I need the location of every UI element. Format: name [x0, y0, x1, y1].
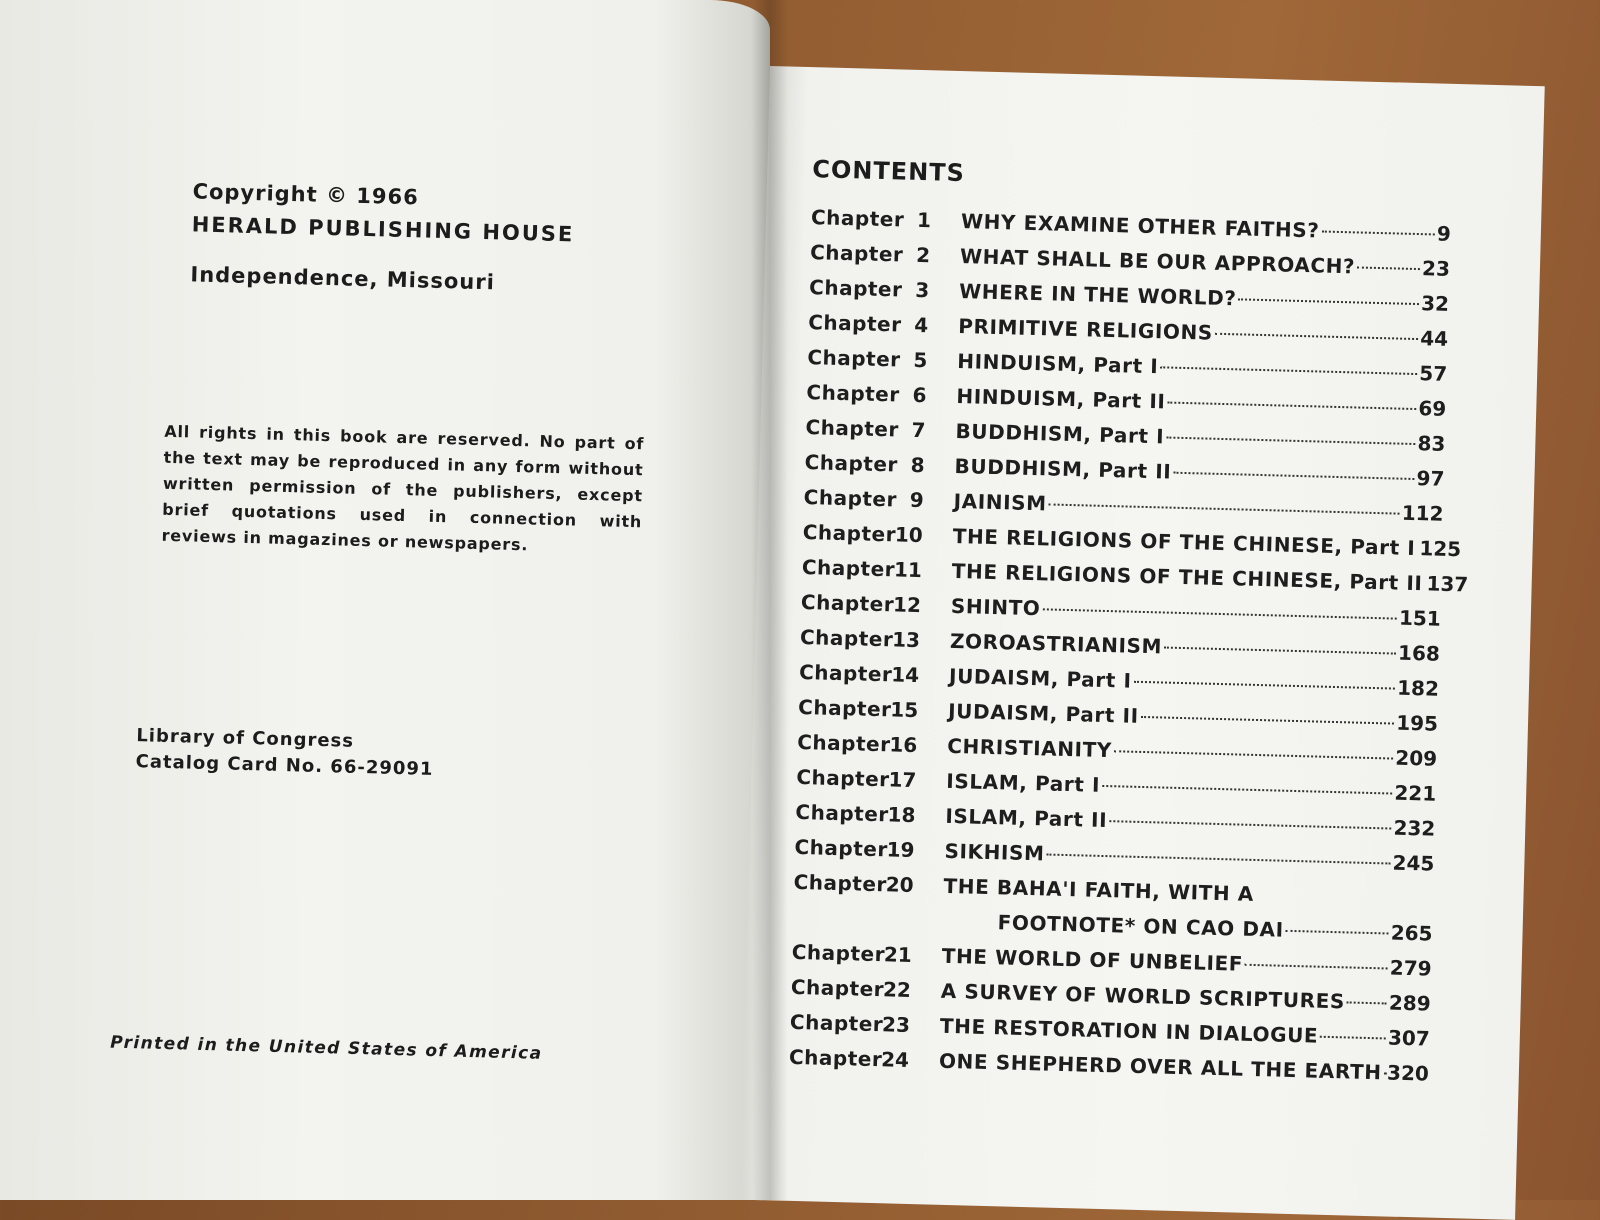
- chapter-entry: [961, 209, 1451, 246]
- chapter-number: 22: [876, 977, 912, 1002]
- chapter-title: ISLAM, Part II: [945, 804, 1107, 832]
- page-number: 209: [1395, 746, 1437, 771]
- chapter-number: 13: [885, 627, 921, 652]
- page-number: 289: [1389, 991, 1431, 1016]
- chapter-label: Chapter: [810, 240, 904, 266]
- chapter-number: 18: [880, 802, 916, 827]
- chapter-number: 12: [886, 592, 922, 617]
- chapter-label: Chapter: [791, 975, 885, 1001]
- chapter-label: Chapter: [795, 800, 889, 826]
- chapter-label: Chapter: [807, 345, 901, 371]
- chapter-number: 4: [893, 312, 929, 337]
- chapter-title: JUDAISM, Part I: [949, 664, 1132, 693]
- chapter-label: Chapter: [800, 625, 894, 651]
- page-number: 9: [1437, 222, 1452, 246]
- chapter-title: HINDUISM, Part I: [957, 349, 1159, 378]
- chapter-title: BUDDHISM, Part I: [955, 419, 1164, 448]
- chapter-title: PRIMITIVE RELIGIONS: [958, 314, 1213, 345]
- page-number: 32: [1421, 291, 1449, 316]
- copyright-page: [0, 0, 786, 1209]
- chapter-number: 17: [881, 767, 917, 792]
- dot-leader: [1141, 716, 1395, 725]
- printed-in: Printed in the United States of America: [110, 1033, 543, 1064]
- chapter-number: 1: [896, 207, 932, 232]
- chapter-label: Chapter: [794, 835, 888, 861]
- page-number: 320: [1387, 1061, 1429, 1086]
- chapter-number: 21: [876, 942, 912, 967]
- page-number: 112: [1401, 501, 1443, 526]
- right-page: [740, 66, 1544, 1220]
- catalog-card-number: Catalog Card No. 66-29091: [135, 751, 433, 780]
- chapter-title: THE WORLD OF UNBELIEF: [941, 944, 1243, 976]
- page-number: 57: [1419, 361, 1447, 386]
- chapter-label: Chapter: [797, 730, 891, 756]
- chapter-number: 23: [875, 1012, 911, 1037]
- chapter-title: ONE SHEPHERD OVER ALL THE EARTH: [939, 1049, 1382, 1085]
- chapter-label: Chapter: [796, 765, 890, 791]
- dot-leader: [1167, 402, 1416, 411]
- chapter-label: Chapter: [789, 1045, 883, 1071]
- dot-leader: [1384, 1072, 1386, 1074]
- chapter-title-continued: [997, 910, 1432, 945]
- chapter-number: 2: [895, 242, 931, 267]
- chapter-label: Chapter: [804, 450, 898, 476]
- chapter-number: 16: [882, 732, 918, 757]
- chapter-title: HINDUISM, Part II: [956, 384, 1166, 413]
- chapter-title: SHINTO: [951, 594, 1041, 620]
- chapter-number: 15: [883, 697, 919, 722]
- chapter-label: Chapter: [809, 275, 903, 301]
- dot-leader: [1347, 1001, 1387, 1004]
- chapter-label: Chapter: [793, 870, 887, 896]
- dot-leader: [1320, 1036, 1386, 1040]
- chapter-title: ZOROASTRIANISM: [950, 629, 1163, 659]
- page-number: 69: [1418, 396, 1446, 421]
- chapter-title: BUDDHISM, Part II: [954, 454, 1171, 484]
- chapter-label: Chapter: [790, 1010, 884, 1036]
- rights-statement: All rights in this book are reserved. No part of the text may be reproduced in any form without written permission of the publishers, except brief quotations used in connection with reviews in magazines or newspapers.: [161, 419, 644, 562]
- publisher-city: Independence, Missouri: [190, 262, 495, 294]
- chapter-title: ISLAM, Part I: [946, 769, 1100, 797]
- chapter-label: Chapter: [805, 415, 899, 441]
- dot-leader: [1245, 964, 1388, 970]
- chapter-title: THE RELIGIONS OF THE CHINESE, Part I: [952, 524, 1415, 560]
- page-number: 232: [1393, 816, 1435, 841]
- page-number: 195: [1396, 711, 1438, 736]
- chapter-number: 14: [884, 662, 920, 687]
- library-of-congress: Library of Congress: [136, 725, 354, 752]
- chapter-number: 6: [891, 382, 927, 407]
- dot-leader: [1238, 298, 1419, 305]
- page-number: 125: [1419, 536, 1461, 561]
- chapter-title: THE RELIGIONS OF THE CHINESE, Part II: [952, 559, 1423, 595]
- chapter-title: A SURVEY OF WORLD SCRIPTURES: [941, 979, 1346, 1014]
- dot-leader: [1160, 366, 1417, 375]
- copyright-notice: Copyright © 1966: [192, 179, 419, 209]
- chapter-title: SIKHISM: [944, 839, 1045, 866]
- chapter-label: Chapter: [811, 205, 905, 231]
- chapter-number: 8: [889, 452, 925, 477]
- chapter-title: JAINISM: [953, 489, 1047, 515]
- page-number: 97: [1416, 466, 1444, 491]
- page-number: 245: [1392, 851, 1434, 876]
- chapter-label: Chapter: [806, 380, 900, 406]
- page-number: 151: [1399, 606, 1441, 631]
- dot-leader: [1286, 930, 1389, 935]
- chapter-title: THE BAHA'I FAITH, WITH A: [943, 874, 1254, 906]
- dot-leader: [1164, 647, 1396, 655]
- page-number: 307: [1388, 1026, 1430, 1051]
- chapter-title: CHRISTIANITY: [947, 734, 1112, 762]
- chapter-number: 20: [878, 872, 914, 897]
- chapter-label: Chapter: [808, 310, 902, 336]
- chapter-number: 11: [887, 557, 923, 582]
- chapter-title: WHAT SHALL BE OUR APPROACH?: [960, 244, 1356, 278]
- chapter-title: JUDAISM, Part II: [948, 699, 1139, 728]
- chapter-title: WHY EXAMINE OTHER FAITHS?: [961, 209, 1320, 242]
- chapter-number: 10: [887, 522, 923, 547]
- dot-leader: [1321, 230, 1434, 235]
- contents-list: [788, 205, 1451, 1096]
- page-number: 23: [1422, 256, 1450, 281]
- page-number: 279: [1390, 956, 1432, 981]
- chapter-number: 19: [879, 837, 915, 862]
- chapter-title: FOOTNOTE* ON CAO DAI: [997, 910, 1284, 941]
- page-number: 137: [1426, 571, 1468, 596]
- dot-leader: [1114, 750, 1393, 759]
- chapter-label: Chapter: [802, 555, 896, 581]
- page-number: 44: [1420, 326, 1448, 351]
- page-number: 221: [1394, 781, 1436, 806]
- dot-leader: [1109, 820, 1391, 829]
- chapter-number: 5: [892, 347, 928, 372]
- page-number: 182: [1397, 676, 1439, 701]
- contents-heading: CONTENTS: [812, 155, 965, 187]
- page-number: 265: [1390, 921, 1432, 946]
- dot-leader: [1133, 681, 1395, 690]
- chapter-label: Chapter: [801, 590, 895, 616]
- chapter-number: 24: [874, 1047, 910, 1072]
- page-number: 168: [1398, 641, 1440, 666]
- dot-leader: [1173, 472, 1414, 480]
- chapter-title: WHERE IN THE WORLD?: [959, 279, 1237, 310]
- dot-leader: [1046, 854, 1390, 865]
- chapter-title: THE RESTORATION IN DIALOGUE: [940, 1014, 1319, 1048]
- dot-leader: [1102, 785, 1392, 795]
- dot-leader: [1215, 333, 1418, 340]
- dot-leader: [1042, 608, 1397, 619]
- publisher-name: HERALD PUBLISHING HOUSE: [191, 212, 574, 246]
- dot-leader: [1049, 503, 1400, 514]
- chapter-label: Chapter: [798, 695, 892, 721]
- chapter-label: Chapter: [803, 485, 897, 511]
- chapter-label: Chapter: [792, 940, 886, 966]
- chapter-number: 9: [888, 487, 924, 512]
- chapter-label: Chapter: [799, 660, 893, 686]
- page-number: 83: [1417, 431, 1445, 456]
- chapter-number: 7: [890, 417, 926, 442]
- chapter-label: Chapter: [802, 520, 896, 546]
- dot-leader: [1166, 436, 1415, 445]
- dot-leader: [1357, 266, 1420, 270]
- chapter-number: 3: [894, 277, 930, 302]
